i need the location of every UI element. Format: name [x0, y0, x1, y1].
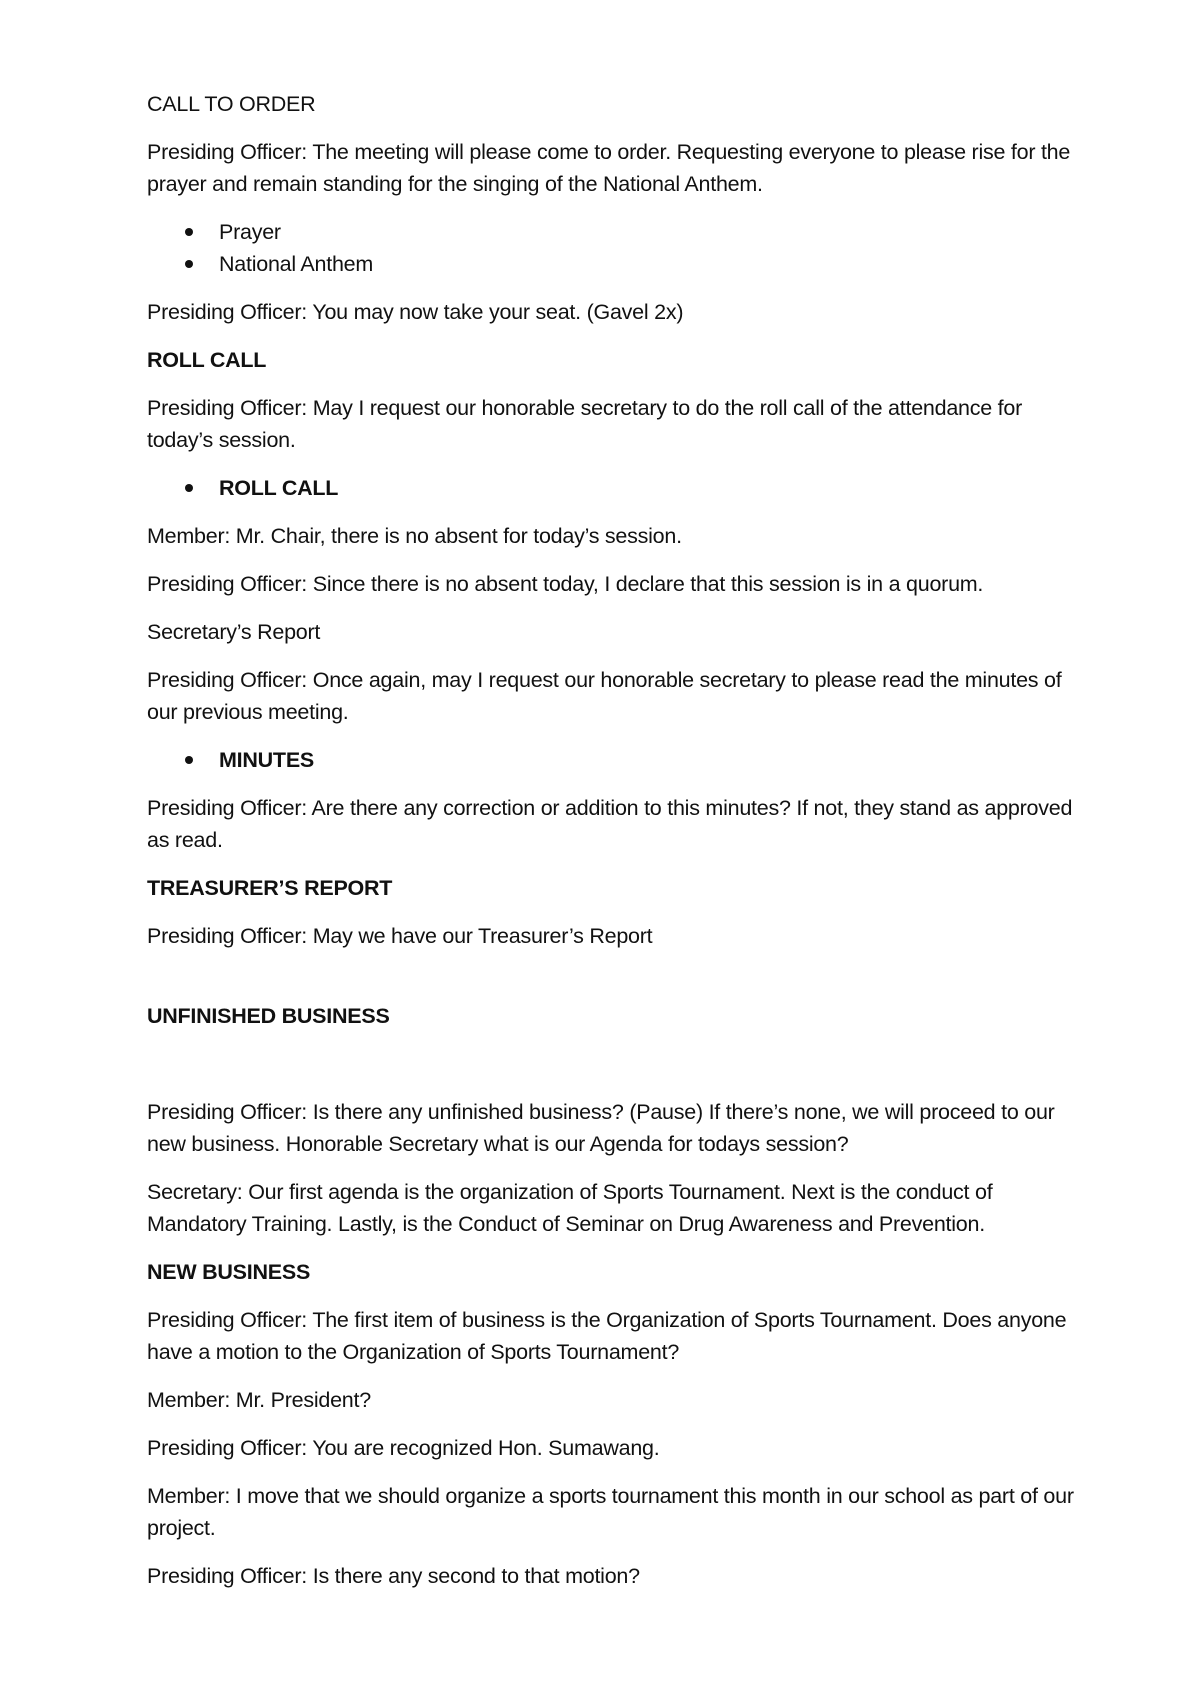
blank-line — [147, 1048, 1077, 1096]
list-item-text: National Anthem — [219, 252, 374, 276]
bullet-icon — [185, 228, 193, 236]
paragraph-roll-call-2: Member: Mr. Chair, there is no absent for today’s session. — [147, 524, 682, 548]
heading-treasurers-report: TREASURER’S REPORT — [147, 876, 393, 900]
list-item-text: MINUTES — [219, 748, 314, 772]
list-item — [147, 744, 1077, 776]
list-item — [147, 216, 1077, 248]
paragraph-call-to-order-2: Presiding Officer: You may now take your seat. (Gavel 2x) — [147, 300, 684, 324]
bullet-icon — [185, 260, 193, 268]
paragraph-new-business-5: Presiding Officer: Is there any second to that motion? — [147, 1564, 640, 1588]
list-item-text: Prayer — [219, 220, 281, 244]
paragraph-new-business-3: Presiding Officer: You are recognized Hon. Sumawang. — [147, 1436, 660, 1460]
paragraph-treasurers-report-1: Presiding Officer: May we have our Treasurer’s Report — [147, 924, 653, 948]
heading-new-business: NEW BUSINESS — [147, 1260, 311, 1284]
paragraph-new-business-4: Member: I move that we should organize a sports tournament this month in our school as part of our project. — [147, 1484, 1074, 1540]
heading-unfinished-business: UNFINISHED BUSINESS — [147, 1004, 390, 1028]
paragraph-new-business-2: Member: Mr. President? — [147, 1388, 371, 1412]
bullet-icon — [185, 484, 193, 492]
list-item-text: ROLL CALL — [219, 476, 339, 500]
heading-call-to-order: CALL TO ORDER — [147, 92, 316, 116]
list-item — [147, 472, 1077, 504]
paragraph-unfinished-business-2: Secretary: Our first agenda is the organization of Sports Tournament. Next is the conduct of Mandatory Training. Lastly, is the Conduct of Seminar on Drug Awareness and Prevention. — [147, 1180, 993, 1236]
paragraph-secretarys-report-2: Presiding Officer: Are there any correction or addition to this minutes? If not, they stand as approved as read. — [147, 796, 1073, 852]
paragraph-call-to-order-1: Presiding Officer: The meeting will please come to order. Requesting everyone to please rise for the prayer and remain standing for the singing of the National Anthem. — [147, 140, 1071, 196]
bullet-list-call-to-order — [147, 216, 1077, 280]
paragraph-roll-call-3: Presiding Officer: Since there is no absent today, I declare that this session is in a quorum. — [147, 572, 984, 596]
paragraph-roll-call-1: Presiding Officer: May I request our honorable secretary to do the roll call of the attendance for today’s session. — [147, 396, 1023, 452]
bullet-list-minutes — [147, 744, 1077, 776]
paragraph-unfinished-business-1: Presiding Officer: Is there any unfinished business? (Pause) If there’s none, we will proceed to our new business. Honorable Secretary what is our Agenda for todays session? — [147, 1100, 1055, 1156]
heading-secretarys-report: Secretary’s Report — [147, 620, 321, 644]
list-item — [147, 248, 1077, 280]
paragraph-secretarys-report-1: Presiding Officer: Once again, may I request our honorable secretary to please read the minutes of our previous meeting. — [147, 668, 1062, 724]
document-page — [147, 88, 1077, 1608]
bullet-list-roll-call — [147, 472, 1077, 504]
bullet-icon — [185, 756, 193, 764]
heading-roll-call: ROLL CALL — [147, 348, 267, 372]
paragraph-new-business-1: Presiding Officer: The first item of business is the Organization of Sports Tournament. Does anyone have a motion to the Organization of Sports Tournament? — [147, 1308, 1067, 1364]
blank-line — [147, 968, 1077, 1000]
